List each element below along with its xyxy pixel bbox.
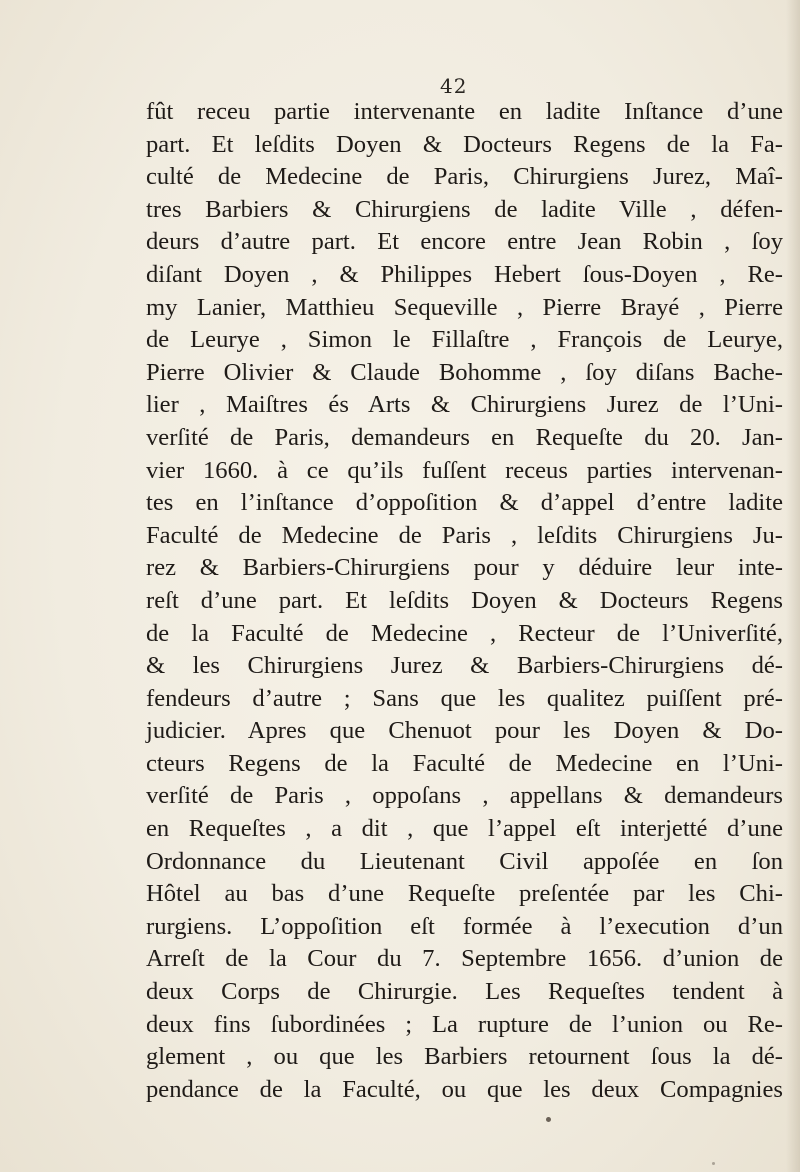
text-line: deurs d’autre part. Et encore entre Jean Robin , ſoy	[146, 228, 783, 256]
text-line: judicier. Apres que Chenuot pour les Doyen & Do-	[146, 717, 783, 745]
text-line: cteurs Regens de la Faculté de Medecine en l’Uni-	[146, 749, 783, 777]
page-number: 42	[440, 74, 468, 98]
text-line: my Lanier, Matthieu Sequeville , Pierre Brayé , Pierre	[146, 293, 783, 321]
text-line: Arreſt de la Cour du 7. Septembre 1656. d’union de	[146, 945, 783, 973]
text-line: glement , ou que les Barbiers retournent ſous la dé-	[146, 1043, 783, 1071]
text-line: vier 1660. à ce qu’ils fuſſent receus parties intervenan-	[146, 456, 783, 484]
text-line: reſt d’une part. Et leſdits Doyen & Docteurs Regens	[146, 586, 783, 614]
text-line: Pierre Olivier & Claude Bohomme , ſoy diſans Bache-	[146, 358, 783, 386]
text-line: pendance de la Faculté, ou que les deux Compagnies	[146, 1075, 783, 1103]
text-line: verſité de Paris, demandeurs en Requeſte du 20. Jan-	[146, 423, 783, 451]
text-line: deux Corps de Chirurgie. Les Requeſtes tendent à	[146, 978, 783, 1006]
text-line: part. Et leſdits Doyen & Docteurs Regens de la Fa-	[146, 130, 783, 158]
text-line: rurgiens. L’oppoſition eſt formée à l’execution d’un	[146, 912, 783, 940]
text-line: Faculté de Medecine de Paris , leſdits Chirurgiens Ju-	[146, 521, 783, 549]
text-line: rez & Barbiers-Chirurgiens pour y déduire leur inte-	[146, 554, 783, 582]
text-line: en Requeſtes , a dit , que l’appel eſt interjetté d’une	[146, 815, 783, 843]
text-line: deux fins ſubordinées ; La rupture de l’union ou Re-	[146, 1010, 783, 1038]
text-line: lier , Maiſtres és Arts & Chirurgiens Jurez de l’Uni-	[146, 391, 783, 419]
text-line: de Leurye , Simon le Fillaſtre , François de Leurye,	[146, 326, 783, 354]
text-line: de la Faculté de Medecine , Recteur de l’Univerſité,	[146, 619, 783, 647]
text-line: Hôtel au bas d’une Requeſte preſentée par les Chi-	[146, 880, 783, 908]
page-edge-shadow	[786, 0, 800, 1172]
ink-speck	[712, 1162, 715, 1165]
text-line: tes en l’inſtance d’oppoſition & d’appel d’entre ladite	[146, 489, 783, 517]
text-line: culté de Medecine de Paris, Chirurgiens Jurez, Maî-	[146, 163, 783, 191]
text-line: fût receu partie intervenante en ladite Inſtance d’une	[146, 98, 783, 125]
text-line: verſité de Paris , oppoſans , appellans & demandeurs	[146, 782, 783, 810]
text-line: & les Chirurgiens Jurez & Barbiers-Chirurgiens dé-	[146, 652, 783, 680]
text-line: tres Barbiers & Chirurgiens de ladite Ville , défen-	[146, 195, 783, 223]
text-line: Ordonnance du Lieutenant Civil appoſée en ſon	[146, 847, 783, 875]
ink-speck	[546, 1117, 551, 1122]
body-text	[146, 96, 786, 1106]
text-line: fendeurs d’autre ; Sans que les qualitez puiſſent pré-	[146, 684, 783, 712]
text-line: diſant Doyen , & Philippes Hebert ſous-Doyen , Re-	[146, 260, 783, 288]
